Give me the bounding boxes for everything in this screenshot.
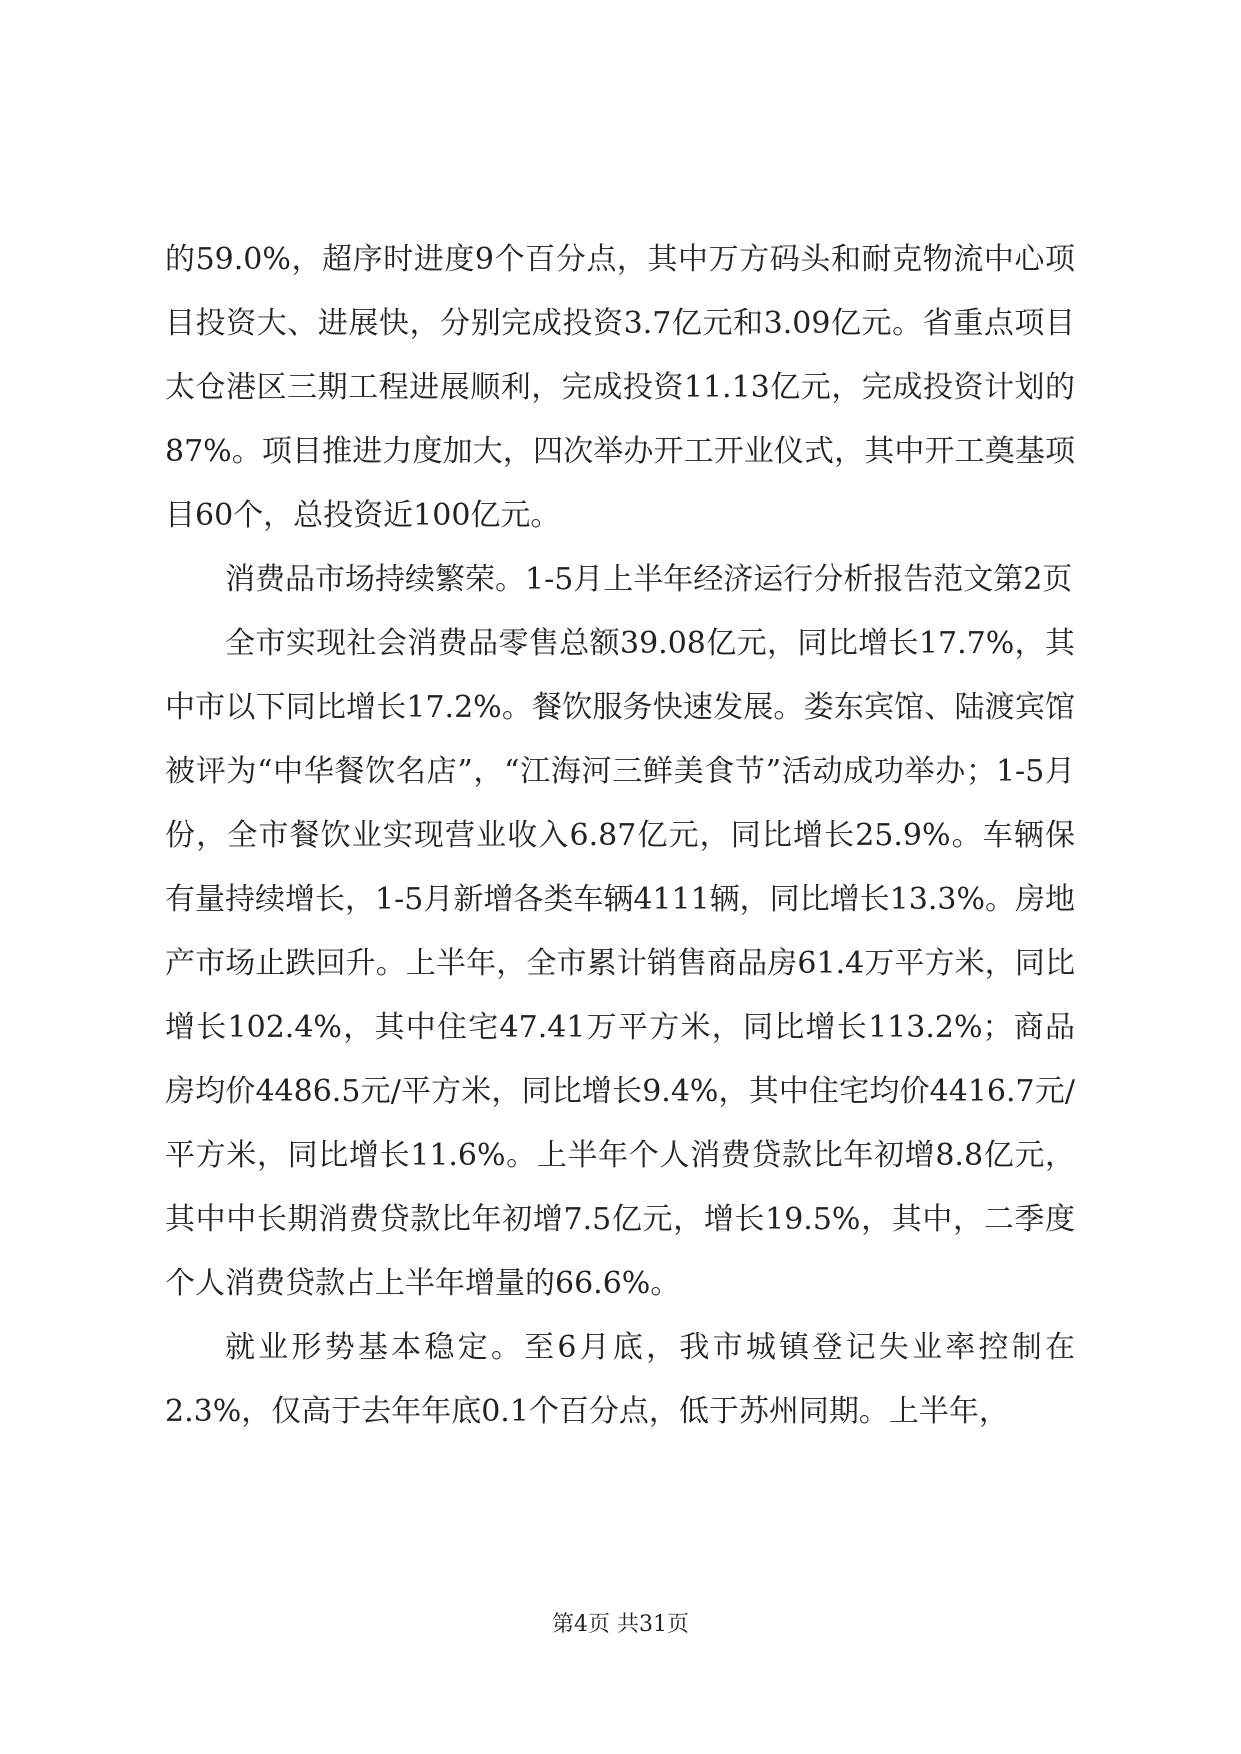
paragraph-employment: 就业形势基本稳定。至6月底，我市城镇登记失业率控制在2.3%，仅高于去年年底0.1个百分点，低于苏州同期。上半年， — [165, 1330, 1075, 1429]
paragraph-consumer-market-heading: 消费品市场持续繁荣。1-5月上半年经济运行分析报告范文第2页 — [225, 562, 1073, 597]
paragraph-investment: 的59.0%，超序时进度9个百分点，其中万方码头和耐克物流中心项目投资大、进展快，分别完成投资3.7亿元和3.09亿元。省重点项目太仓港区三期工程进展顺利，完成投资11.13亿元，完成投资计划的87%。项目推进力度加大，四次举办开工开业仪式，其中开工奠基项目60个，总投资近100亿元。 — [165, 242, 1075, 533]
paragraph-consumer-market: 全市实现社会消费品零售总额39.08亿元，同比增长17.7%，其中市以下同比增长17.2%。餐饮服务快速发展。娄东宾馆、陆渡宾馆被评为“中华餐饮名店”，“江海河三鲜美食节”活动成功举办；1-5月份，全市餐饮业实现营业收入6.87亿元，同比增长25.9%。车辆保有量持续增长，1-5月新增各类车辆4111辆，同比增长13.3%。房地产市场止跌回升。上半年，全市累计销售商品房61.4万平方米，同比增长102.4%，其中住宅47.41万平方米，同比增长113.2%；商品房均价4486.5元/平方米，同比增长9.4%，其中住宅均价4416.7元/平方米，同比增长11.6%。上半年个人消费贷款比年初增8.8亿元，其中中长期消费贷款比年初增7.5亿元，增长19.5%，其中，二季度个人消费贷款占上半年增量的66.6%。 — [165, 626, 1075, 1301]
page-footer: 第4页 共31页 — [552, 1612, 689, 1637]
body-text — [165, 228, 1075, 1444]
